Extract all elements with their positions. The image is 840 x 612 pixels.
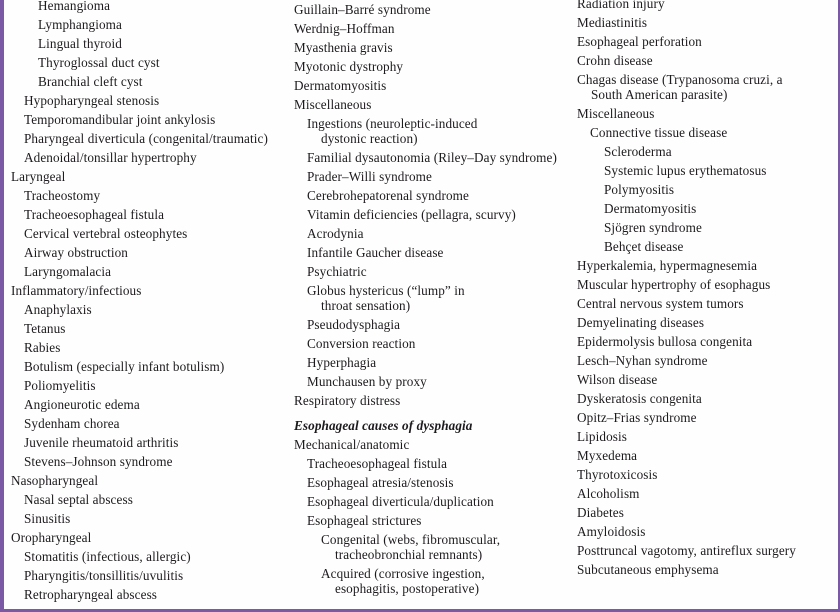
list-item — [294, 207, 574, 222]
list-item-text: Acrodynia — [307, 226, 364, 241]
list-item — [577, 562, 837, 577]
list-item — [294, 494, 574, 509]
table-column-middle — [294, 2, 574, 600]
list-item-text: Hyperkalemia, hypermagnesemia — [577, 258, 758, 273]
list-item-text: Behçet disease — [604, 239, 684, 254]
list-item-text: Branchial cleft cyst — [38, 74, 143, 89]
list-item — [294, 116, 574, 146]
list-item-text: Temporomandibular joint ankylosis — [24, 112, 216, 127]
table-column-left — [11, 0, 289, 606]
list-item — [577, 524, 837, 539]
list-item — [294, 317, 574, 332]
list-item-text: Crohn disease — [577, 53, 653, 68]
list-item-text: Central nervous system tumors — [577, 296, 744, 311]
list-item — [294, 245, 574, 260]
list-item — [577, 34, 837, 49]
list-item-text: Cerebrohepatorenal syndrome — [307, 188, 469, 203]
list-item — [11, 55, 289, 70]
list-item — [11, 74, 289, 89]
list-item-text: Psychiatric — [307, 264, 367, 279]
list-item — [11, 302, 289, 317]
list-item-text: Laryngeal — [11, 169, 66, 184]
list-item-text: Lesch–Nyhan syndrome — [577, 353, 708, 368]
list-item — [577, 239, 837, 254]
list-item-text: Dermatomyositis — [604, 201, 697, 216]
list-item — [294, 59, 574, 74]
table-column-right — [577, 0, 837, 581]
list-item-text: Amyloidosis — [577, 524, 646, 539]
list-item-text: Oropharyngeal — [11, 530, 92, 545]
list-item — [11, 454, 289, 469]
list-item — [577, 201, 837, 216]
list-item-text: Respiratory distress — [294, 393, 401, 408]
list-item-text: Juvenile rheumatoid arthritis — [24, 435, 179, 450]
list-item — [577, 315, 837, 330]
list-item — [11, 188, 289, 203]
list-item — [294, 264, 574, 279]
table-left-border — [0, 0, 4, 612]
list-item-text: Tracheoesophageal fistula — [24, 207, 165, 222]
list-item-text: Demyelinating diseases — [577, 315, 705, 330]
list-item — [11, 473, 289, 488]
list-item-text: Lingual thyroid — [38, 36, 122, 51]
list-item — [11, 378, 289, 393]
list-item-text: Sjögren syndrome — [604, 220, 702, 235]
list-item-text: Polymyositis — [604, 182, 675, 197]
list-item — [294, 393, 574, 408]
list-item — [11, 93, 289, 108]
list-item — [577, 220, 837, 235]
list-item-text: Esophageal perforation — [577, 34, 702, 49]
list-item-text: Vitamin deficiencies (pellagra, scurvy) — [307, 207, 516, 222]
list-item-continuation-text: throat sensation) — [321, 298, 411, 313]
section-heading — [294, 418, 574, 433]
list-item-text: Thyrotoxicosis — [577, 467, 658, 482]
list-item-text: Tetanus — [24, 321, 66, 336]
list-item — [294, 532, 574, 562]
list-item-text: Mechanical/anatomic — [294, 437, 410, 452]
list-item — [294, 40, 574, 55]
list-item-text: Inflammatory/infectious — [11, 283, 142, 298]
list-item — [11, 36, 289, 51]
list-item-text: Subcutaneous emphysema — [577, 562, 719, 577]
list-item-text: Esophageal causes of dysphagia — [294, 418, 473, 433]
list-item — [294, 21, 574, 36]
list-item-text: Rabies — [24, 340, 61, 355]
list-item — [11, 587, 289, 602]
list-item — [294, 283, 574, 313]
list-item-text: Munchausen by proxy — [307, 374, 427, 389]
list-item-text: Congenital (webs, fibromuscular, — [321, 532, 501, 547]
list-item — [294, 566, 574, 596]
list-item — [294, 513, 574, 528]
list-item-text: Retropharyngeal abscess — [24, 587, 158, 602]
list-item-text: Miscellaneous — [294, 97, 372, 112]
list-item-text: Pseudodysphagia — [307, 317, 401, 332]
list-item — [577, 429, 837, 444]
list-item-text: Posttruncal vagotomy, antireflux surgery — [577, 543, 796, 558]
list-item — [577, 182, 837, 197]
list-item-text: Miscellaneous — [577, 106, 655, 121]
list-item-text: Cervical vertebral osteophytes — [24, 226, 188, 241]
list-item — [11, 397, 289, 412]
list-item-text: Myasthenia gravis — [294, 40, 393, 55]
list-item-text: Systemic lupus erythematosus — [604, 163, 767, 178]
list-item — [577, 144, 837, 159]
list-item-continuation-text: South American parasite) — [591, 87, 728, 102]
list-item — [577, 486, 837, 501]
list-item — [11, 492, 289, 507]
list-item-text: Scleroderma — [604, 144, 672, 159]
list-item — [11, 150, 289, 165]
list-item — [11, 131, 289, 146]
list-item-text: Infantile Gaucher disease — [307, 245, 444, 260]
list-item-text: Stomatitis (infectious, allergic) — [24, 549, 191, 564]
list-item — [577, 15, 837, 30]
list-item — [11, 207, 289, 222]
list-item — [294, 437, 574, 452]
list-item-text: Esophageal diverticula/duplication — [307, 494, 494, 509]
list-item-text: Nasopharyngeal — [11, 473, 99, 488]
list-item — [577, 72, 837, 102]
list-item-text: Botulism (especially infant botulism) — [24, 359, 225, 374]
list-item — [577, 467, 837, 482]
list-item-text: Anaphylaxis — [24, 302, 92, 317]
list-item-text: Lipidosis — [577, 429, 627, 444]
list-item — [11, 435, 289, 450]
list-item — [294, 355, 574, 370]
list-item-text: Guillain–Barré syndrome — [294, 2, 431, 17]
list-item — [577, 353, 837, 368]
list-item-text: Mediastinitis — [577, 15, 648, 30]
list-item — [577, 410, 837, 425]
list-item — [577, 0, 837, 11]
list-item-text: Myotonic dystrophy — [294, 59, 404, 74]
list-item — [11, 283, 289, 298]
list-item — [577, 296, 837, 311]
list-item — [11, 17, 289, 32]
list-item-text: Tracheostomy — [24, 188, 101, 203]
list-item-text: Familial dysautonomia (Riley–Day syndrome) — [307, 150, 557, 165]
list-item-text: Epidermolysis bullosa congenita — [577, 334, 753, 349]
list-item — [577, 106, 837, 121]
list-item — [11, 0, 289, 13]
list-item — [11, 549, 289, 564]
list-item — [294, 374, 574, 389]
list-item — [294, 2, 574, 17]
list-item-text: Wilson disease — [577, 372, 658, 387]
list-item-text: Alcoholism — [577, 486, 640, 501]
list-item-text: Lymphangioma — [38, 17, 122, 32]
list-item-text: Chagas disease (Trypanosoma cruzi, a — [577, 72, 783, 87]
list-item-text: Airway obstruction — [24, 245, 128, 260]
list-item-text: Werdnig–Hoffman — [294, 21, 395, 36]
list-item-text: Pharyngeal diverticula (congenital/traumatic) — [24, 131, 268, 146]
list-item-text: Myxedema — [577, 448, 638, 463]
list-item — [294, 336, 574, 351]
list-item-continuation-text: tracheobronchial remnants) — [335, 547, 483, 562]
list-item-text: Opitz–Frias syndrome — [577, 410, 697, 425]
list-item-text: Angioneurotic edema — [24, 397, 140, 412]
list-item-continuation-text: dystonic reaction) — [321, 131, 418, 146]
list-item-text: Hyperphagia — [307, 355, 377, 370]
list-item-text: Stevens–Johnson syndrome — [24, 454, 173, 469]
list-item-text: Esophageal strictures — [307, 513, 422, 528]
list-item-text: Diabetes — [577, 505, 624, 520]
list-item — [11, 416, 289, 431]
list-item-text: Hemangioma — [38, 0, 111, 13]
list-item-text: Sydenham chorea — [24, 416, 120, 431]
list-item — [577, 277, 837, 292]
list-item — [577, 391, 837, 406]
list-item — [11, 568, 289, 583]
list-item-text: Globus hystericus (“lump” in — [307, 283, 465, 298]
list-item — [294, 456, 574, 471]
list-item — [294, 78, 574, 93]
list-item — [11, 112, 289, 127]
list-item-text: Nasal septal abscess — [24, 492, 133, 507]
list-item — [294, 226, 574, 241]
list-item — [11, 359, 289, 374]
list-item — [11, 530, 289, 545]
list-item-text: Poliomyelitis — [24, 378, 96, 393]
list-item — [294, 97, 574, 112]
list-item — [11, 169, 289, 184]
list-item-text: Conversion reaction — [307, 336, 416, 351]
list-item — [11, 321, 289, 336]
list-item — [294, 188, 574, 203]
list-item — [11, 226, 289, 241]
list-item — [11, 264, 289, 279]
list-item-text: Tracheoesophageal fistula — [307, 456, 448, 471]
list-item-text: Esophageal atresia/stenosis — [307, 475, 454, 490]
list-item-text: Ingestions (neuroleptic-induced — [307, 116, 478, 131]
list-item-text: Laryngomalacia — [24, 264, 112, 279]
list-item-continuation-text: esophagitis, postoperative) — [335, 581, 480, 596]
list-item — [577, 163, 837, 178]
list-item-text: Thyroglossal duct cyst — [38, 55, 160, 70]
list-item-text: Prader–Willi syndrome — [307, 169, 432, 184]
list-item-text: Connective tissue disease — [590, 125, 728, 140]
list-item-text: Acquired (corrosive ingestion, — [321, 566, 485, 581]
list-item — [11, 245, 289, 260]
list-item-text: Pharyngitis/tonsillitis/uvulitis — [24, 568, 184, 583]
list-item-text: Hypopharyngeal stenosis — [24, 93, 160, 108]
list-item — [577, 334, 837, 349]
list-item — [294, 150, 574, 165]
list-item — [11, 340, 289, 355]
list-item — [11, 511, 289, 526]
list-item — [577, 543, 837, 558]
list-item — [577, 372, 837, 387]
list-item — [577, 505, 837, 520]
list-item — [577, 258, 837, 273]
list-item — [294, 475, 574, 490]
list-item — [577, 125, 837, 140]
list-item-text: Dyskeratosis congenita — [577, 391, 702, 406]
list-item — [577, 53, 837, 68]
list-item — [577, 448, 837, 463]
list-item — [294, 169, 574, 184]
list-item-text: Adenoidal/tonsillar hypertrophy — [24, 150, 197, 165]
list-item-text: Muscular hypertrophy of esophagus — [577, 277, 771, 292]
list-item-text: Dermatomyositis — [294, 78, 387, 93]
list-item-text: Sinusitis — [24, 511, 71, 526]
list-item-text: Radiation injury — [577, 0, 665, 11]
